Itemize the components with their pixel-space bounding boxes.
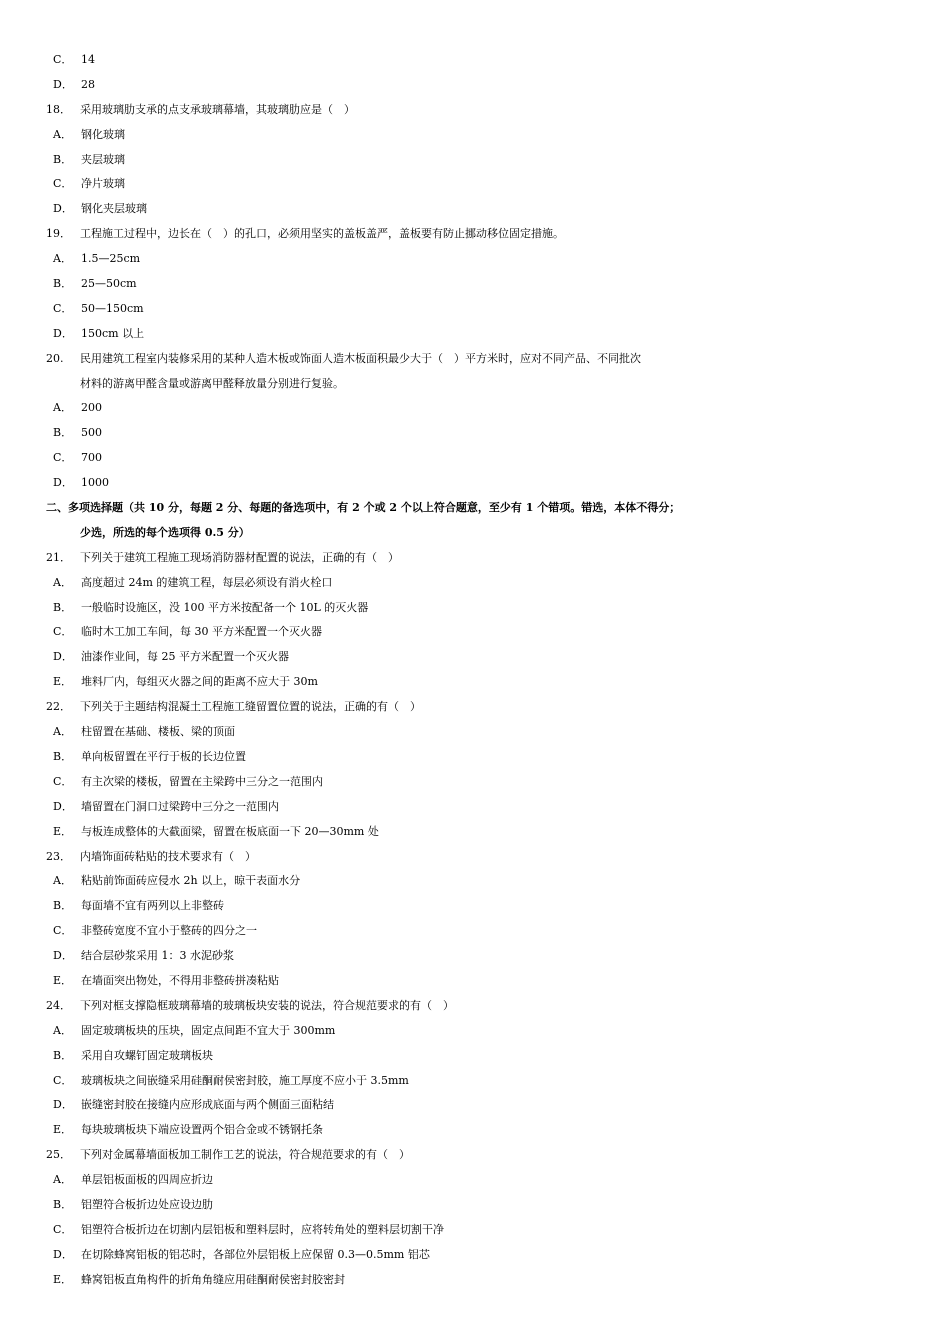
option-text: 在墙面突出物处，不得用非整砖拼凑粘贴 xyxy=(81,973,279,987)
answer-option xyxy=(0,745,950,770)
answer-option xyxy=(0,596,950,621)
answer-option xyxy=(0,197,950,222)
option-label: D． xyxy=(53,1098,73,1112)
option-text: 高度超过 24m 的建筑工程，每层必须设有消火栓口 xyxy=(81,575,333,589)
question-text: 民用建筑工程室内装修采用的某种人造木板或饰面人造木板面积最少大于（ ）平方米时，应对不同产品、不同批次 xyxy=(80,351,641,365)
option-text: 1.5—25cm xyxy=(81,252,141,266)
option-text: 每块玻璃板块下端应设置两个铝合金或不锈钢托条 xyxy=(81,1123,323,1137)
option-label: B． xyxy=(53,899,73,913)
question-number: 19． xyxy=(46,227,71,241)
question-number: 21． xyxy=(46,550,71,564)
option-label: A． xyxy=(53,401,72,415)
option-text: 1000 xyxy=(81,476,109,490)
question-number: 23． xyxy=(46,849,71,863)
option-text: 500 xyxy=(81,426,102,440)
question-number: 24． xyxy=(46,998,71,1012)
option-text: 堆料厂内，每组灭火器之间的距离不应大于 30m xyxy=(81,675,318,689)
option-text: 采用自攻螺钉固定玻璃板块 xyxy=(81,1048,213,1062)
answer-option xyxy=(0,172,950,197)
option-label: D． xyxy=(53,650,73,664)
answer-option xyxy=(0,869,950,894)
option-label: D． xyxy=(53,202,73,216)
question-number: 20. xyxy=(46,351,64,365)
answer-option xyxy=(0,48,950,73)
option-label: B． xyxy=(53,152,73,166)
option-text: 钢化玻璃 xyxy=(81,127,125,141)
answer-option xyxy=(0,123,950,148)
answer-option xyxy=(0,396,950,421)
option-label: C． xyxy=(53,1073,73,1087)
option-text: 28 xyxy=(81,77,95,91)
answer-option xyxy=(0,1093,950,1118)
option-text: 结合层砂浆采用 1：3 水泥砂浆 xyxy=(81,949,234,963)
answer-option xyxy=(0,73,950,98)
option-text: 在切除蜂窝铝板的铝芯时，各部位外层铝板上应保留 0.3—0.5mm 铝芯 xyxy=(81,1247,430,1261)
option-label: E． xyxy=(53,1123,73,1137)
option-label: A． xyxy=(53,127,72,141)
option-label: C． xyxy=(53,774,73,788)
answer-option xyxy=(0,720,950,745)
option-label: D． xyxy=(53,949,73,963)
answer-option xyxy=(0,1193,950,1218)
option-text: 夹层玻璃 xyxy=(81,152,125,166)
option-text: 非整砖宽度不宜小于整砖的四分之一 xyxy=(81,924,257,938)
exam-page xyxy=(0,48,950,1293)
answer-option xyxy=(0,919,950,944)
option-text: 700 xyxy=(81,451,102,465)
option-label: C． xyxy=(53,177,73,191)
option-label: C． xyxy=(53,924,73,938)
question xyxy=(0,222,950,247)
answer-option xyxy=(0,1069,950,1094)
option-text: 钢化夹层玻璃 xyxy=(81,202,147,216)
option-text: 蜂窝铝板直角构件的折角角缝应用硅酮耐侯密封胶密封 xyxy=(81,1272,345,1286)
answer-option xyxy=(0,1118,950,1143)
section-heading-continued: 少选，所选的每个选项得 0.5 分） xyxy=(80,525,250,539)
option-text: 200 xyxy=(81,401,102,415)
question xyxy=(0,98,950,123)
option-text: 每面墙不宜有两列以上非整砖 xyxy=(81,899,224,913)
option-label: B． xyxy=(53,1048,73,1062)
option-label: A． xyxy=(53,575,72,589)
option-label: D． xyxy=(53,1247,73,1261)
question-number: 18． xyxy=(46,102,71,116)
question xyxy=(0,546,950,571)
answer-option xyxy=(0,272,950,297)
option-label: E． xyxy=(53,1272,73,1286)
option-text: 50—150cm xyxy=(81,301,144,315)
answer-option xyxy=(0,1168,950,1193)
question xyxy=(0,1143,950,1168)
answer-option xyxy=(0,1268,950,1293)
option-label: E． xyxy=(53,675,73,689)
option-text: 单向板留置在平行于板的长边位置 xyxy=(81,749,246,763)
answer-option xyxy=(0,620,950,645)
answer-option xyxy=(0,944,950,969)
option-label: A． xyxy=(53,874,72,888)
answer-option xyxy=(0,795,950,820)
question-text-continued: 材料的游离甲醛含量或游离甲醛释放量分别进行复验。 xyxy=(80,376,344,390)
option-text: 14 xyxy=(81,53,95,66)
question-text: 下列关于建筑工程施工现场消防器材配置的说法，正确的有（ ） xyxy=(80,550,399,564)
option-text: 单层铝板面板的四周应折边 xyxy=(81,1173,213,1187)
option-text: 临时木工加工车间，每 30 平方米配置一个灭火器 xyxy=(81,625,322,639)
answer-option xyxy=(0,571,950,596)
answer-option xyxy=(0,969,950,994)
answer-option xyxy=(0,1044,950,1069)
answer-option xyxy=(0,645,950,670)
question-text: 内墙饰面砖粘贴的技术要求有（ ） xyxy=(80,849,256,863)
question xyxy=(0,695,950,720)
question-text: 下列对框支撑隐框玻璃幕墙的玻璃板块安装的说法，符合规范要求的有（ ） xyxy=(80,998,454,1012)
answer-option xyxy=(0,770,950,795)
option-text: 粘贴前饰面砖应侵水 2h 以上，晾干表面水分 xyxy=(81,874,301,888)
option-label: B． xyxy=(53,1197,73,1211)
option-text: 净片玻璃 xyxy=(81,177,125,191)
option-text: 150cm 以上 xyxy=(81,326,145,340)
option-label: C． xyxy=(53,301,73,315)
question-number: 25． xyxy=(46,1148,71,1162)
answer-option xyxy=(0,894,950,919)
question-number: 22． xyxy=(46,700,71,714)
answer-option xyxy=(0,446,950,471)
option-text: 固定玻璃板块的压块，固定点间距不宜大于 300mm xyxy=(81,1023,336,1037)
question xyxy=(0,845,950,870)
option-label: D． xyxy=(53,77,73,91)
answer-option xyxy=(0,148,950,173)
option-label: A． xyxy=(53,252,72,266)
option-label: C． xyxy=(53,1222,73,1236)
option-label: D． xyxy=(53,799,73,813)
answer-option xyxy=(0,1218,950,1243)
question-text: 下列对金属幕墙面板加工制作工艺的说法，符合规范要求的有（ ） xyxy=(80,1148,410,1162)
option-text: 嵌缝密封胶在接缝内应形成底面与两个侧面三面粘结 xyxy=(81,1098,334,1112)
option-text: 与板连成整体的大截面梁，留置在板底面一下 20—30mm 处 xyxy=(81,824,379,838)
answer-option xyxy=(0,1243,950,1268)
option-label: E． xyxy=(53,824,73,838)
option-text: 一般临时设施区，没 100 平方米按配备一个 10L 的灭火器 xyxy=(81,600,369,614)
option-label: D． xyxy=(53,476,73,490)
question-text: 工程施工过程中，边长在（ ）的孔口，必须用坚实的盖板盖严，盖板要有防止挪动移位固定措施。 xyxy=(80,227,564,241)
answer-option xyxy=(0,421,950,446)
option-label: B． xyxy=(53,277,73,291)
question-text: 采用玻璃肋支承的点支承玻璃幕墙，其玻璃肋应是（ ） xyxy=(80,102,355,116)
option-label: D． xyxy=(53,326,73,340)
option-label: B． xyxy=(53,749,73,763)
option-text: 铝塑符合板折边处应设边肋 xyxy=(81,1197,213,1211)
answer-option xyxy=(0,247,950,272)
option-text: 墙留置在门洞口过梁跨中三分之一范围内 xyxy=(81,799,279,813)
option-label: B． xyxy=(53,600,73,614)
option-label: A． xyxy=(53,725,72,739)
option-text: 油漆作业间，每 25 平方米配置一个灭火器 xyxy=(81,650,289,664)
question-text: 下列关于主题结构混凝土工程施工缝留置位置的说法，正确的有（ ） xyxy=(80,700,421,714)
question xyxy=(0,994,950,1019)
option-text: 玻璃板块之间嵌缝采用硅酮耐侯密封胶，施工厚度不应小于 3.5mm xyxy=(81,1073,409,1087)
section-heading: 二、多项选择题（共 10 分，每题 2 分、每题的备选项中，有 2 个或 2 个以上符合题意，至少有 1 个错项。错选，本体不得分； xyxy=(46,501,681,515)
option-label: A． xyxy=(53,1023,72,1037)
answer-option xyxy=(0,820,950,845)
answer-option xyxy=(0,670,950,695)
answer-option xyxy=(0,297,950,322)
answer-option xyxy=(0,1019,950,1044)
option-label: C． xyxy=(53,451,73,465)
option-label: C． xyxy=(53,625,73,639)
option-label: B． xyxy=(53,426,73,440)
option-text: 铝塑符合板折边在切割内层铝板和塑料层时，应将转角处的塑料层切割干净 xyxy=(81,1222,444,1236)
option-text: 有主次梁的楼板，留置在主梁跨中三分之一范围内 xyxy=(81,774,323,788)
option-label: E． xyxy=(53,973,73,987)
answer-option xyxy=(0,322,950,347)
option-text: 25—50cm xyxy=(81,277,137,291)
option-label: A． xyxy=(53,1173,72,1187)
option-label: C． xyxy=(53,53,73,66)
option-text: 柱留置在基础、楼板、梁的顶面 xyxy=(81,725,235,739)
answer-option xyxy=(0,471,950,496)
question xyxy=(0,347,950,372)
